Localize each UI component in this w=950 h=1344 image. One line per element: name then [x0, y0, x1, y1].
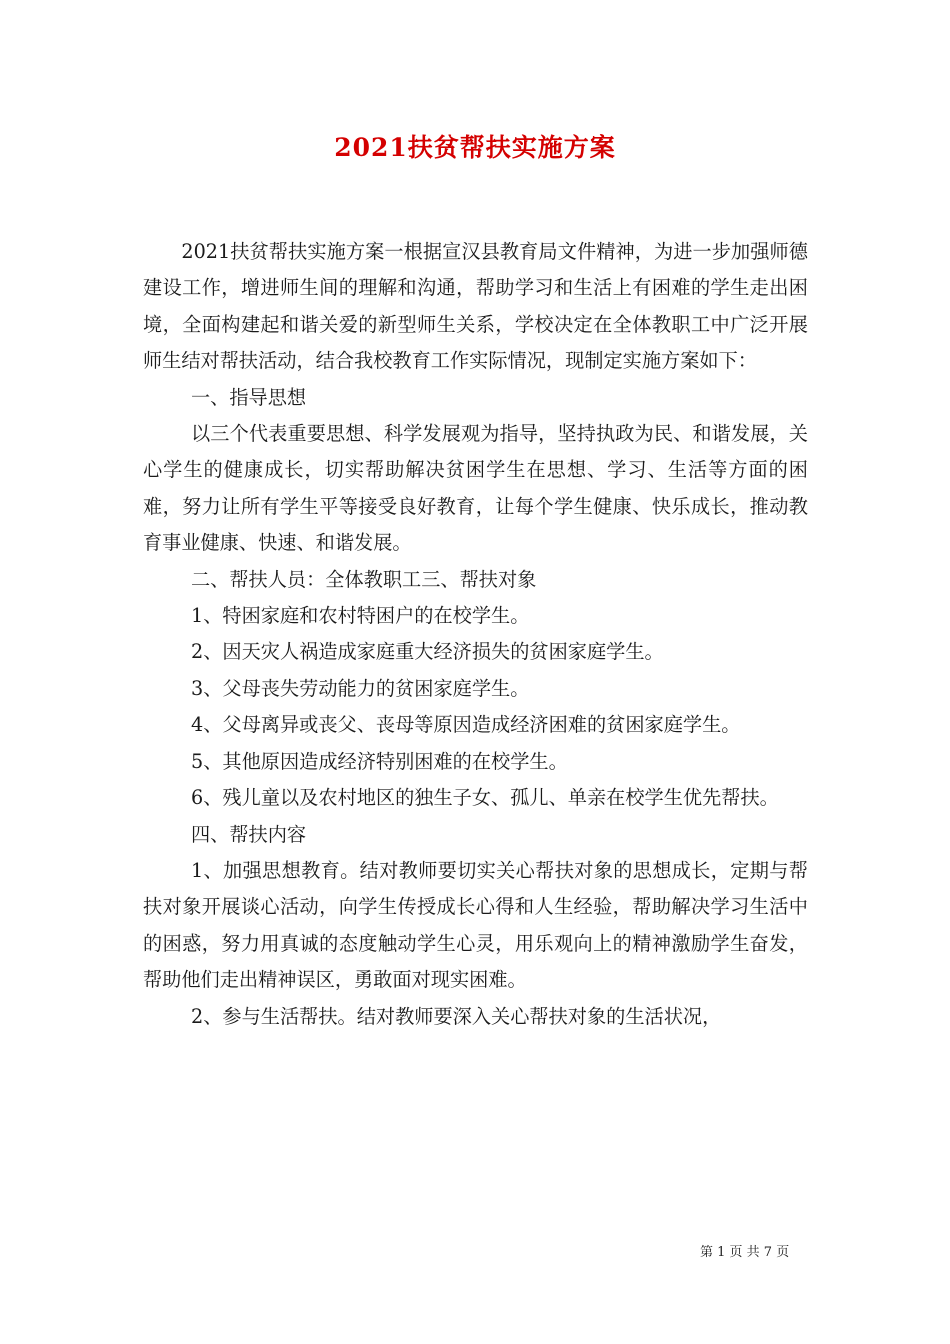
document-body	[143, 234, 808, 1035]
list-item-content-1: 1、加强思想教育。结对教师要切实关心帮扶对象的思想成长，定期与帮扶对象开展谈心活动，向学生传授成长心得和人生经验，帮助解决学习生活中的困惑，努力用真诚的态度触动学生心灵，用乐观向上的精神激励学生奋发，帮助他们走出精神误区，勇敢面对现实困难。	[143, 858, 808, 992]
section-heading-guiding-thought: 一、指导思想	[191, 385, 307, 409]
page-number-footer: 第 1 页 共 7 页	[700, 1245, 790, 1260]
list-item-content-2: 2、参与生活帮扶。结对教师要深入关心帮扶对象的生活状况，	[191, 1004, 722, 1028]
paragraph-intro: 2021扶贫帮扶实施方案一根据宣汉县教育局文件精神，为进一步加强师德建设工作，增进师生间的理解和沟通，帮助学习和生活上有困难的学生走出困境，全面构建起和谐关爱的新型师生关系，学校决定在全体教职工中广泛开展师生结对帮扶活动，结合我校教育工作实际情况，现制定实施方案如下：	[143, 240, 808, 373]
section-heading-content: 四、帮扶内容	[191, 822, 307, 846]
list-item-target-5: 5、其他原因造成经济特别困难的在校学生。	[191, 749, 568, 773]
section-heading-helpers-targets: 二、帮扶人员：全体教职工三、帮扶对象	[191, 567, 537, 591]
list-item-target-6: 6、残儿童以及农村地区的独生子女、孤儿、单亲在校学生优先帮扶。	[191, 786, 779, 810]
document-title: 2021扶贫帮扶实施方案	[334, 133, 616, 162]
list-item-target-1: 1、特困家庭和农村特困户的在校学生。	[191, 604, 530, 628]
paragraph-guiding-thought: 以三个代表重要思想、科学发展观为指导，坚持执政为民、和谐发展，关心学生的健康成长，切实帮助解决贫困学生在思想、学习、生活等方面的困难，努力让所有学生平等接受良好教育，让每个学生健康、快乐成长，推动教育事业健康、快速、和谐发展。	[143, 422, 808, 555]
list-item-target-2: 2、因天灾人祸造成家庭重大经济损失的贫困家庭学生。	[191, 640, 664, 664]
list-item-target-4: 4、父母离异或丧父、丧母等原因造成经济困难的贫困家庭学生。	[191, 713, 741, 737]
list-item-target-3: 3、父母丧失劳动能力的贫困家庭学生。	[191, 676, 530, 700]
